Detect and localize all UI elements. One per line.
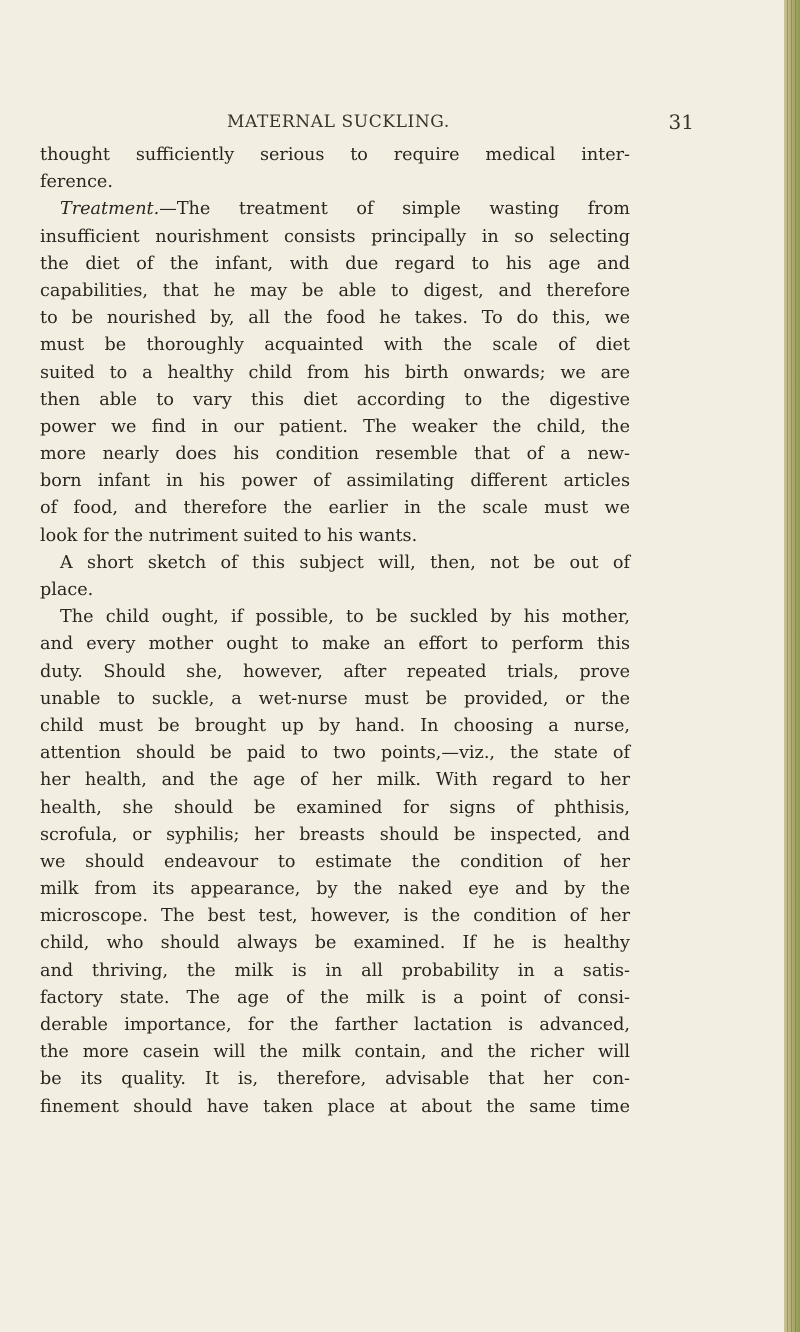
edge-line xyxy=(787,0,788,1332)
text-line: milk from its appearance, by the naked eye and by the xyxy=(40,879,630,900)
book-edge xyxy=(784,0,800,1332)
text-line: The child ought, if possible, to be suckled by his mother, xyxy=(60,607,630,628)
text-line: then able to vary this diet according to the digestive xyxy=(40,389,630,410)
text-line: A short sketch of this subject will, then, not be out of xyxy=(60,552,630,573)
text-line: look for the nutriment suited to his wants. xyxy=(40,525,418,546)
text-line: the diet of the infant, with due regard to his age and xyxy=(40,253,630,274)
text-line: attention should be paid to two points,—viz., the state of xyxy=(40,743,630,764)
text-line: place. xyxy=(40,580,94,600)
text-line: power we find in our patient. The weaker the child, the xyxy=(40,416,630,437)
text-line: born infant in his power of assimilating different articles xyxy=(40,471,630,492)
text-line: and every mother ought to make an effort to perform this xyxy=(40,634,630,655)
text-line: duty. Should she, however, after repeated trials, prove xyxy=(40,661,630,682)
text-line: capabilities, that he may be able to digest, and therefore xyxy=(40,280,630,301)
text-line: suited to a healthy child from his birth onwards; we are xyxy=(40,362,630,383)
text-line: insufficient nourishment consists principally in so selecting xyxy=(40,226,630,247)
text-line: ference. xyxy=(40,172,113,193)
edge-line xyxy=(791,0,792,1332)
body-text xyxy=(40,142,630,1121)
text-line: of food, and therefore the earlier in the scale must we xyxy=(40,498,630,519)
text-line: factory state. The age of the milk is a point of consi- xyxy=(40,987,630,1008)
edge-line xyxy=(795,0,796,1332)
text-line: and thriving, the milk is in all probability in a satis- xyxy=(40,960,630,981)
text-line: scrofula, or syphilis; her breasts should be inspected, and xyxy=(40,824,630,845)
text-line: thought sufficiently serious to require medical inter- xyxy=(40,145,630,165)
text-line: health, she should be examined for signs of phthisis, xyxy=(40,797,630,818)
text-line: child, who should always be examined. If he is healthy xyxy=(40,933,630,954)
text-line: must be thoroughly acquainted with the scale of diet xyxy=(40,335,630,356)
text-line: her health, and the age of her milk. With regard to her xyxy=(40,770,630,791)
running-head: MATERNAL SUCKLING. xyxy=(227,112,450,132)
text-line: child must be brought up by hand. In choosing a nurse, xyxy=(40,715,630,736)
text-line: microscope. The best test, however, is the condition of her xyxy=(40,906,630,927)
text-line xyxy=(40,196,630,223)
text-line: we should endeavour to estimate the condition of her xyxy=(40,851,630,872)
text-line: finement should have taken place at about the same time xyxy=(40,1096,630,1117)
text-line: the more casein will the milk contain, and the richer will xyxy=(40,1042,630,1063)
page-header xyxy=(40,112,730,138)
page-number: 31 xyxy=(668,110,694,134)
text-line: be its quality. It is, therefore, advisable that her con- xyxy=(40,1069,630,1090)
text-line: unable to suckle, a wet-nurse must be provided, or the xyxy=(40,688,630,709)
text-fragment: —The treatment of simple wasting from xyxy=(159,199,630,220)
section-heading-treatment: Treatment. xyxy=(60,199,160,220)
text-line: more nearly does his condition resemble that of a new- xyxy=(40,444,630,465)
text-line: derable importance, for the farther lactation is advanced, xyxy=(40,1015,630,1035)
text-line: to be nourished by, all the food he takes. To do this, we xyxy=(40,308,630,329)
